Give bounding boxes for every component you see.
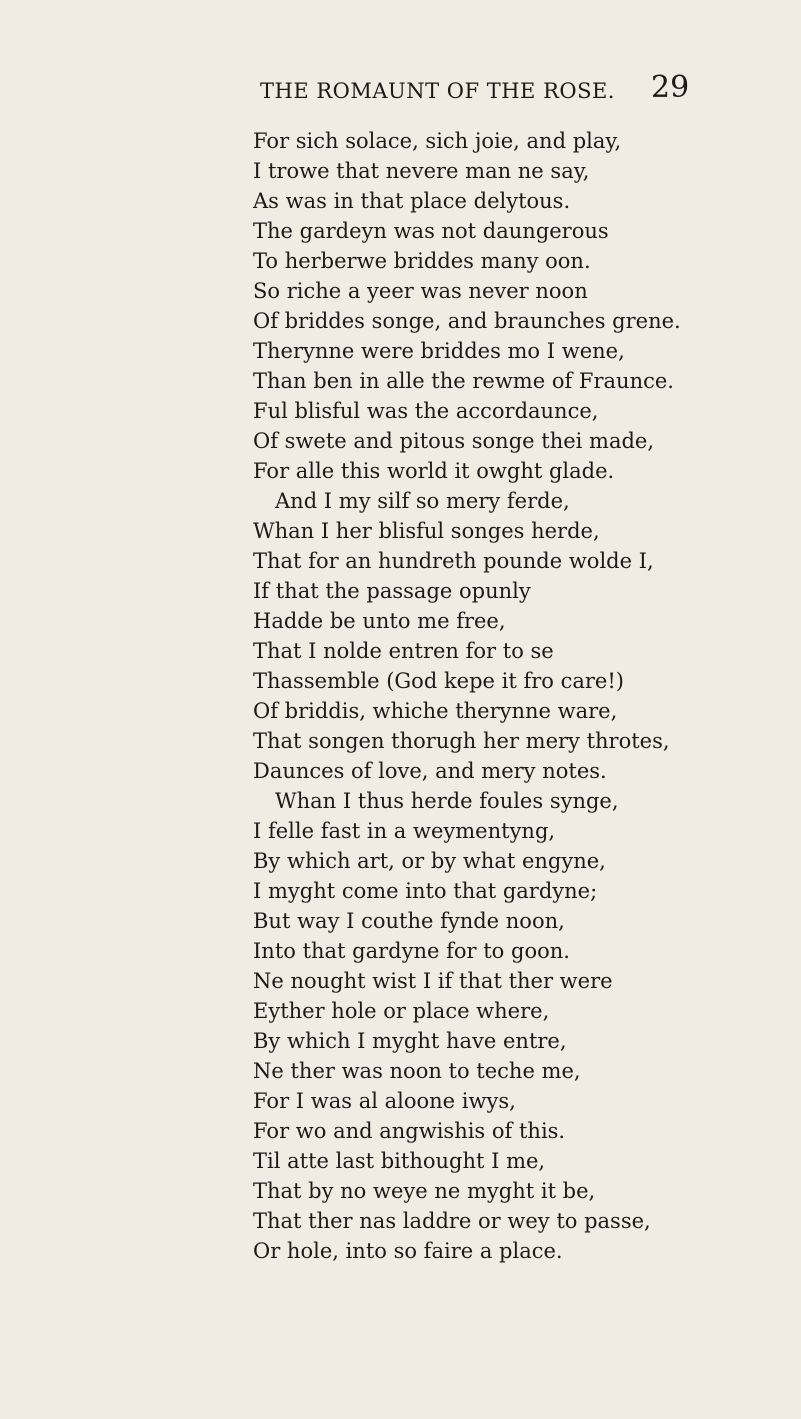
poem-line: Of briddis, whiche therynne ware, — [253, 699, 618, 723]
poem-line: By which I myght have entre, — [253, 1029, 567, 1053]
poem-line: That songen thorugh her mery throtes, — [253, 729, 670, 753]
page-number: 29 — [651, 70, 690, 105]
poem-line: Eyther hole or place where, — [253, 999, 550, 1023]
poem-line: Thassemble (God kepe it fro care!) — [253, 669, 624, 693]
poem-line: That for an hundreth pounde wolde I, — [253, 549, 654, 573]
poem-line: I myght come into that gardyne; — [253, 879, 598, 903]
poem-line: But way I couthe fynde noon, — [253, 909, 565, 933]
poem-line: I trowe that nevere man ne say, — [253, 159, 590, 183]
poem-line: For sich solace, sich joie, and play, — [253, 129, 622, 153]
poem-text — [253, 126, 793, 1266]
poem-line: Of swete and pitous songe thei made, — [253, 429, 655, 453]
poem-line: So riche a yeer was never noon — [253, 279, 588, 303]
poem-line: I felle fast in a weymentyng, — [253, 819, 556, 843]
poem-line: That ther nas laddre or wey to passe, — [253, 1209, 651, 1233]
poem-line: Ne ther was noon to teche me, — [253, 1059, 581, 1083]
poem-line: Daunces of love, and mery notes. — [253, 759, 607, 783]
poem-line: For alle this world it owght glade. — [253, 459, 615, 483]
poem-line: Than ben in alle the rewme of Fraunce. — [253, 369, 674, 393]
poem-line: That by no weye ne myght it be, — [253, 1179, 596, 1203]
poem-line: For I was al aloone iwys, — [253, 1089, 516, 1113]
poem-line: Ful blisful was the accordaunce, — [253, 399, 599, 423]
poem-line: Therynne were briddes mo I wene, — [253, 339, 625, 363]
poem-line: Whan I her blisful songes herde, — [253, 519, 600, 543]
poem-line: For wo and angwishis of this. — [253, 1119, 566, 1143]
running-title: THE ROMAUNT OF THE ROSE. — [260, 79, 615, 103]
poem-line: If that the passage opunly — [253, 579, 531, 603]
poem-line: Hadde be unto me free, — [253, 609, 506, 633]
poem-line: Til atte last bithought I me, — [253, 1149, 546, 1173]
poem-line: Or hole, into so faire a place. — [253, 1239, 563, 1263]
poem-line: Into that gardyne for to goon. — [253, 939, 570, 963]
poem-line: Whan I thus herde foules synge, — [275, 789, 619, 813]
poem-line: As was in that place delytous. — [253, 189, 571, 213]
poem-line: By which art, or by what engyne, — [253, 849, 606, 873]
poem-line: And I my silf so mery ferde, — [275, 489, 570, 513]
poem-line: Ne nought wist I if that ther were — [253, 969, 613, 993]
poem-line: Of briddes songe, and braunches grene. — [253, 309, 681, 333]
poem-line: The gardeyn was not daungerous — [253, 219, 609, 243]
poem-line: To herberwe briddes many oon. — [253, 249, 591, 273]
poem-line: That I nolde entren for to se — [253, 639, 554, 663]
